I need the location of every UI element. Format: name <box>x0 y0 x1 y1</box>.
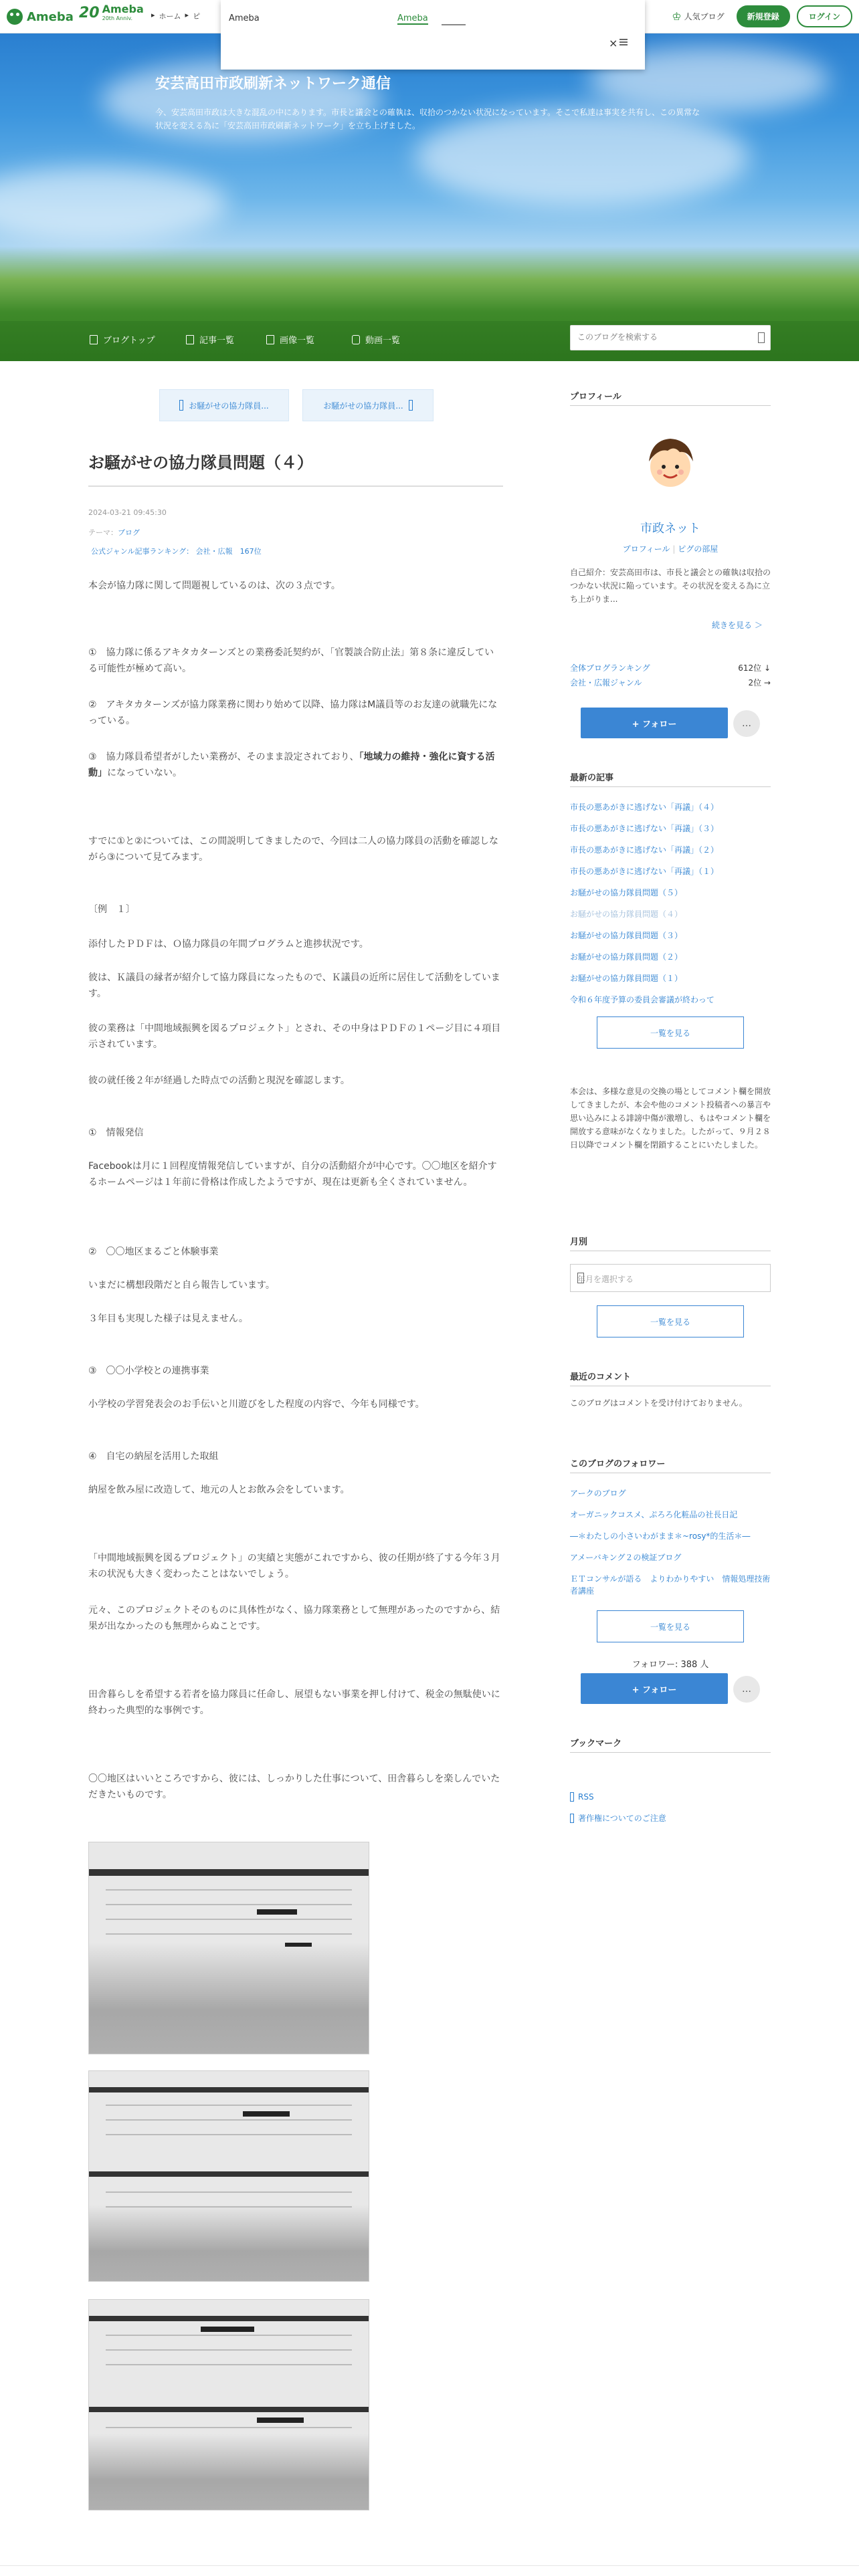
home-icon <box>90 335 98 344</box>
redaction <box>243 2111 290 2117</box>
table-line <box>106 2134 352 2135</box>
copyright-notice-label: 著作権についてのご注意 <box>578 1814 666 1823</box>
ranking-value: 2位 → <box>748 678 771 687</box>
chevron-right-icon: ▸ <box>185 11 189 19</box>
table-line <box>106 2119 352 2121</box>
table-line <box>106 2335 352 2336</box>
article-paragraph: 納屋を飲み屋に改造して、地元の人とお飲み会をしています。 <box>88 1485 350 1495</box>
nav-images-label: 画像一覧 <box>280 336 315 346</box>
follower-count: フォロワー: 388 人 <box>632 1660 709 1670</box>
month-select-placeholder: 年月を選択する <box>577 1275 634 1284</box>
pigg-room-link[interactable]: ピグの部屋 <box>678 544 719 554</box>
comment-closure-notice: 本会は、多様な意見の交換の場としてコメント欄を開放してきましたが、本会や他のコメント投稿者への暴言や思い込みによる誹謗中傷が激増し、もはやコメント欄を開放する意味がなくなりました。したがって、９月２８日以降でコメント欄を閉鎖することにいたしました。 <box>570 1087 771 1150</box>
table-line <box>106 2105 352 2106</box>
article-paragraph <box>88 749 503 781</box>
article-paragraph: 〇〇地区はいいところですから、彼には、しっかりした仕事について、田舎暮らしを楽しんでいただきたいものです。 <box>88 1774 500 1800</box>
table-line <box>106 1933 352 1935</box>
table-header-band <box>89 2087 369 2092</box>
article-paragraph: ④ 自宅の納屋を活用した取組 <box>88 1451 219 1462</box>
recent-comments-heading: 最近のコメント <box>570 1372 632 1382</box>
article-title[interactable]: お騒がせの協力隊員問題（４） <box>88 453 313 472</box>
article-paragraph: すでに①と②については、この間説明してきましたので、今回は二人の協力隊員の活動を確認しながら③について見てみます。 <box>88 836 498 863</box>
nav-blog-top[interactable] <box>90 333 155 346</box>
profile-links: プロフィール | ピグの部屋 <box>622 544 719 554</box>
scan-shadow <box>89 2205 369 2282</box>
article-paragraph: ３年目も実現した様子は見えません。 <box>88 1313 248 1324</box>
chevron-right-icon <box>409 400 413 411</box>
nav-videos-label: 動画一覧 <box>365 336 401 346</box>
read-more-link[interactable]: 続きを見る ＞ <box>712 621 763 630</box>
recent-article-link[interactable]: お騒がせの協力隊員問題（２） <box>570 952 683 962</box>
close-icon[interactable]: × <box>609 37 618 49</box>
popup-link[interactable]: Ameba <box>397 13 428 23</box>
blog-header-hero <box>0 33 859 361</box>
register-button[interactable]: 新規登録 <box>737 5 790 27</box>
image-icon <box>266 335 274 344</box>
follower-blog-link[interactable]: ＥＴコンサルが語る よりわかりやすい 情報処理技術者講座 <box>570 1574 771 1596</box>
recent-list-button[interactable]: 一覧を見る <box>597 1016 744 1049</box>
avatar-face-icon <box>636 428 705 498</box>
article-theme <box>88 527 140 538</box>
profile-intro: 自己紹介：安芸高田市は、市長と議会との確執は収拾のつかない状況に陥っています。その状況を変える為に立ち上がりま... <box>570 568 771 604</box>
follow-button-bottom[interactable]: + フォロー <box>581 1673 728 1704</box>
ranking-value: 612位 ↓ <box>738 663 771 673</box>
next-article-button[interactable] <box>302 389 434 421</box>
article-paragraph: いまだに構想段階だと自ら報告しています。 <box>88 1280 275 1291</box>
article-paragraph: Facebookは月に１回程度情報発信していますが、自分の活動紹介が中心です。〇〇地区を紹介するホームページは１年前に骨格は作成したようですが、現在は更新も全くされていません。 <box>88 1161 497 1188</box>
anniversary-number: 20 <box>79 4 100 21</box>
article-paragraph: 彼の業務は「中間地域振興を図るプロジェクト」とされ、その中身はＰＤＦの１ページ目に４項目示されています。 <box>88 1023 501 1050</box>
profile-name[interactable]: 市政ネット <box>640 522 700 536</box>
blog-search-input[interactable] <box>577 332 745 342</box>
scanned-document-image[interactable] <box>88 1842 369 2054</box>
ameba-face-icon <box>7 9 23 25</box>
profile-heading: プロフィール <box>570 392 622 402</box>
followers-heading: このブログのフォロワー <box>570 1459 666 1469</box>
article-paragraph: 小学校の学習発表会のお手伝いと川遊びをした程度の内容で、今年も同様です。 <box>88 1399 425 1410</box>
follower-blog-link[interactable]: オーガニックコスメ、ぷろろ化粧品の社長日記 <box>570 1510 738 1519</box>
monthly-heading: 月別 <box>570 1237 588 1247</box>
popular-blog-link[interactable] <box>672 10 724 23</box>
login-button[interactable]: ログイン <box>797 5 852 27</box>
table-line <box>106 2364 352 2365</box>
blog-search <box>570 325 771 350</box>
recent-article-link[interactable]: 市長の悪あがきに逃げない「再議」（１） <box>570 867 719 876</box>
table-header-band <box>89 2316 369 2321</box>
recent-article-link[interactable]: 市長の悪あがきに逃げない「再議」（４） <box>570 802 719 812</box>
table-line <box>106 2349 352 2351</box>
ameba-logo-text: Ameba <box>27 9 74 24</box>
paragraph-bold: 「地域力の維持・強化に資する活動」 <box>88 752 495 778</box>
chevron-down-icon <box>577 1273 584 1283</box>
overlay-popup <box>221 0 645 70</box>
article-paragraph: ② 〇〇地区まるごと体験事業 <box>88 1247 219 1257</box>
table-header-band <box>89 2407 369 2412</box>
popup-brand: Ameba <box>229 13 260 23</box>
popular-blog-label: 人気ブログ <box>684 12 725 21</box>
genre-ranking[interactable] <box>570 677 771 688</box>
more-options-button-bottom[interactable]: … <box>733 1676 760 1703</box>
nav-articles[interactable] <box>186 333 234 346</box>
divider <box>0 2565 859 2566</box>
table-line <box>106 1904 352 1905</box>
recent-article-link[interactable]: お騒がせの協力隊員問題（１） <box>570 974 683 983</box>
recent-article-link[interactable]: 市長の悪あがきに逃げない「再議」（２） <box>570 845 719 855</box>
divider <box>88 486 503 487</box>
article-paragraph: 彼の就任後２年が経過した時点での活動と現況を確認します。 <box>88 1075 350 1086</box>
divider <box>570 1752 771 1753</box>
follower-blog-link[interactable]: アメーバキング２の検証ブログ <box>570 1553 682 1562</box>
next-article-label: お騒がせの協力隊員... <box>323 401 403 411</box>
scanned-document-image[interactable] <box>88 2299 369 2510</box>
follow-button[interactable]: + フォロー <box>581 708 728 738</box>
redaction <box>257 1909 297 1915</box>
article-paragraph: 本会が協力隊に関して問題視しているのは、次の３点です。 <box>88 580 341 591</box>
blog-description: 今、安芸高田市政は大きな混乱の中にあります。市長と議会との確執は、収拾のつかない状況になっています。そこで私達は事実を共有し、この異常な状況を変える為に「安芸高田市政刷新ネットワーク」を立ち上げました。 <box>155 108 700 130</box>
scan-shadow <box>89 1943 369 2054</box>
rss-icon <box>570 1792 574 1802</box>
nav-images[interactable] <box>266 333 314 346</box>
nav-videos[interactable] <box>352 333 400 346</box>
crown-icon: ♔ <box>672 10 682 23</box>
table-line <box>106 2191 352 2193</box>
article-paragraph: 元々、このプロジェクトそのものに具体性がなく、協力隊業務として無理があったのですから、結果が出なかったのも無理からぬことです。 <box>88 1605 500 1632</box>
recent-articles-heading: 最新の記事 <box>570 773 614 783</box>
table-line <box>106 1889 352 1891</box>
top-nav-home[interactable]: ホーム <box>159 12 181 21</box>
theme-label: テーマ： <box>88 528 118 537</box>
blog-title[interactable]: 安芸高田市政刷新ネットワーク通信 <box>155 76 391 92</box>
redaction <box>257 2418 304 2423</box>
anniversary-logo[interactable] <box>79 4 144 21</box>
top-nav-pigg[interactable]: ピ <box>193 12 201 21</box>
article-paragraph: 添付したＰＤＦは、Ｏ協力隊員の年間プログラムと進捗状況です。 <box>88 939 369 950</box>
article-paragraph: ③ 〇〇小学校との連携事業 <box>88 1366 209 1376</box>
popup-underline <box>442 24 466 25</box>
table-header-band <box>89 1869 369 1876</box>
article-paragraph: 「中間地域振興を図るプロジェクト」の実績と実態がこれですから、彼の任期が終了する今年３月末の状況も大きく変わったことはないでしょう。 <box>88 1553 500 1580</box>
cloud-decoration <box>0 167 227 241</box>
prev-article-label: お騒がせの協力隊員... <box>189 401 269 411</box>
nav-articles-label: 記事一覧 <box>199 336 235 346</box>
scan-shadow <box>89 2434 369 2510</box>
follower-blog-link[interactable]: ―＊わたしの小さいわがまま＊~rosy*的生活＊― <box>570 1531 751 1541</box>
avatar[interactable] <box>636 428 705 498</box>
recent-article-link[interactable]: 令和６年度予算の委員会審議が終わって <box>570 995 714 1004</box>
article-date: 2024-03-21 09:45:30 <box>88 508 167 517</box>
chevron-right-icon: ▸ <box>151 11 155 19</box>
nav-blog-top-label: ブログトップ <box>103 336 155 346</box>
chevron-left-icon <box>179 400 183 411</box>
article-paragraph: 彼は、Ｋ議員の縁者が紹介して協力隊員になったもので、Ｋ議員の近所に居住して活動をしています。 <box>88 972 500 999</box>
list-icon <box>186 335 194 344</box>
more-options-button[interactable]: … <box>733 710 760 737</box>
recent-article-link[interactable]: お騒がせの協力隊員問題（３） <box>570 931 683 940</box>
scanned-document-image[interactable] <box>88 2070 369 2282</box>
ameba-logo[interactable] <box>7 7 74 27</box>
header-actions <box>672 5 852 27</box>
article-paragraph: ① 情報発信 <box>88 1128 144 1138</box>
anniversary-tagline: 20th Anniv. <box>102 15 133 21</box>
bookmark-heading: ブックマーク <box>570 1739 622 1749</box>
genre-ranking-link[interactable]: 公式ジャンル記事ランキング： 会社・広報 167位 <box>91 547 262 556</box>
monthly-list-button[interactable]: 一覧を見る <box>597 1305 744 1337</box>
ranking-label: 会社・広報ジャンル <box>570 678 642 687</box>
table-line <box>106 2427 352 2428</box>
table-header-band <box>89 2171 369 2177</box>
video-icon <box>352 335 360 344</box>
article-paragraph: 〔例 １〕 <box>88 904 135 915</box>
article-paragraph: ① 協力隊に係るアキタカターンズとの業務委託契約が、「官製談合防止法」第８条に違反している可能性が極めて高い。 <box>88 647 494 674</box>
follower-blog-link[interactable]: アークのブログ <box>570 1489 626 1498</box>
redaction <box>201 2327 254 2332</box>
menu-icon[interactable] <box>619 39 628 45</box>
search-icon[interactable] <box>758 332 765 343</box>
rss-label: RSS <box>578 1792 594 1802</box>
article-paragraph: 田舎暮らしを希望する若者を協力隊員に任命し、展望もない事業を押し付けて、税金の無駄使いに終わった典型的な事例です。 <box>88 1689 500 1716</box>
document-icon <box>570 1814 574 1823</box>
month-select[interactable] <box>570 1264 771 1292</box>
anniversary-brand: Ameba <box>102 3 144 15</box>
top-nav <box>151 11 200 21</box>
profile-link[interactable]: プロフィール <box>622 544 670 554</box>
overall-ranking[interactable] <box>570 662 771 673</box>
theme-link[interactable]: ブログ <box>118 528 140 537</box>
article-paragraph: ② アキタカターンズが協力隊業務に関わり始めて以降、協力隊はM議員等のお友達の就職先になっている。 <box>88 700 498 726</box>
copyright-notice-link[interactable] <box>570 1812 666 1824</box>
paragraph-text: になっていない。 <box>107 768 182 778</box>
table-line <box>106 1919 352 1920</box>
recent-article-link[interactable]: お騒がせの協力隊員問題（５） <box>570 888 683 897</box>
ranking-label: 全体ブログランキング <box>570 663 650 673</box>
recent-article-current[interactable]: お騒がせの協力隊員問題（４） <box>570 909 683 919</box>
comments-disabled-text: このブログはコメントを受け付けておりません。 <box>570 1398 747 1408</box>
rss-link[interactable] <box>570 1792 594 1802</box>
divider <box>570 405 771 406</box>
prev-article-button[interactable] <box>159 389 289 421</box>
divider <box>570 786 771 787</box>
paragraph-text: ③ 協力隊員希望者がしたい業務が、そのまま設定されており、 <box>88 752 359 762</box>
recent-article-link[interactable]: 市長の悪あがきに逃げない「再議」（３） <box>570 824 719 833</box>
followers-list-button[interactable]: 一覧を見る <box>597 1610 744 1642</box>
